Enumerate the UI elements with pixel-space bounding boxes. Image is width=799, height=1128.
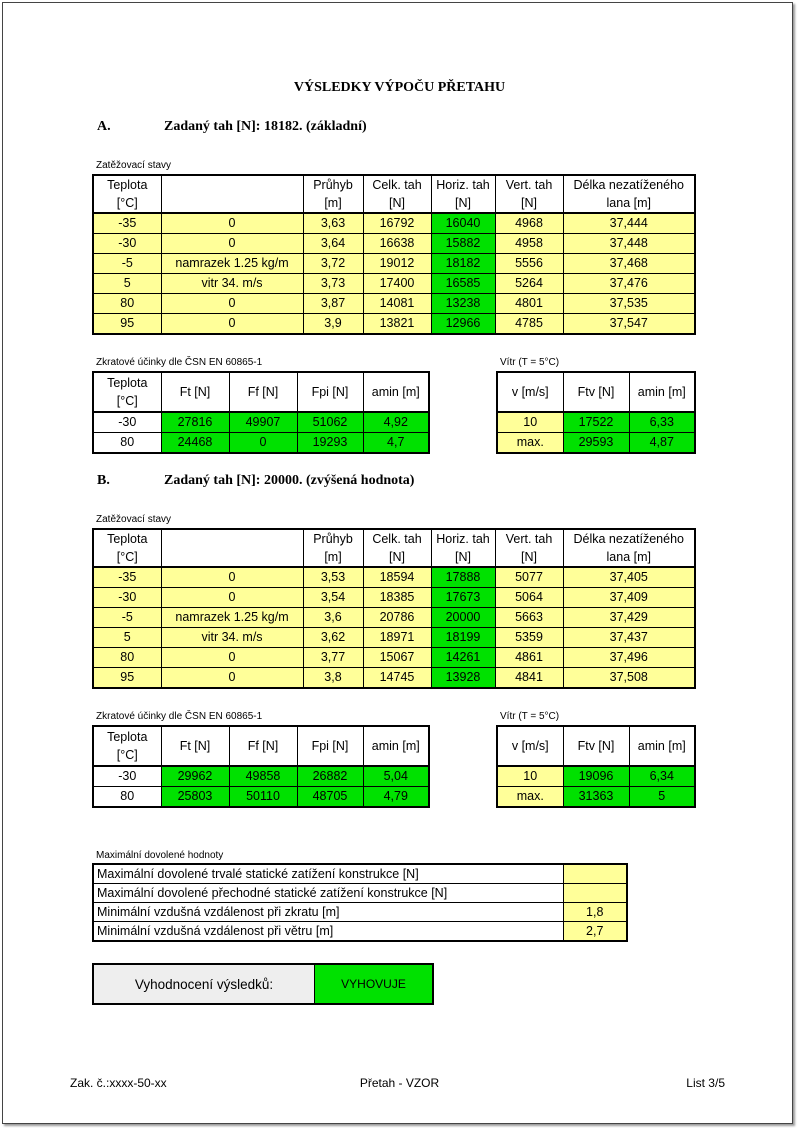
table-cell: 0	[161, 648, 303, 668]
table-cell: 37,476	[563, 274, 695, 294]
table-cell: 95	[93, 314, 161, 335]
footer-center: Přetah - VZOR	[359, 1076, 440, 1090]
table-cell: 4,79	[363, 787, 429, 808]
table-cell: 5	[93, 628, 161, 648]
sc-col-amin: amin [m]	[363, 372, 429, 412]
section-b-loads-table	[92, 528, 696, 689]
table-cell: 25803	[161, 787, 229, 808]
table-cell: 5359	[495, 628, 563, 648]
table-row	[93, 588, 695, 608]
limits-row	[93, 922, 627, 942]
table-cell: 5264	[495, 274, 563, 294]
section-b-heading: Zadaný tah [N]: 20000. (zvýšená hodnota)	[164, 473, 415, 488]
table-cell: 17400	[363, 274, 431, 294]
table-cell: 3,64	[303, 234, 363, 254]
limits-row	[93, 903, 627, 922]
table-cell: -30	[93, 588, 161, 608]
limit-label: Maximální dovolené trvalé statické zatížení konstrukce [N]	[93, 864, 563, 884]
table-cell: 37,448	[563, 234, 695, 254]
section-b-wind-table	[496, 725, 696, 808]
table-cell: 3,72	[303, 254, 363, 274]
table-cell: 4,87	[629, 433, 695, 454]
table-cell: 3,54	[303, 588, 363, 608]
col-teplota-unit: [°C]	[93, 548, 161, 567]
section-a-short-circuit-table	[92, 371, 430, 454]
table-cell: 37,405	[563, 567, 695, 588]
table-cell: 19012	[363, 254, 431, 274]
table-cell: max.	[497, 787, 563, 808]
table-cell: 24468	[161, 433, 229, 454]
table-cell: 6,33	[629, 412, 695, 433]
table-cell: 20786	[363, 608, 431, 628]
limit-label: Maximální dovolené přechodné statické zatížení konstrukce [N]	[93, 884, 563, 903]
col-teplota: Teplota	[93, 175, 161, 194]
table-cell: 13821	[363, 314, 431, 335]
table-row	[93, 766, 429, 787]
col-pruhyb: Průhyb	[303, 529, 363, 548]
table-cell: 5064	[495, 588, 563, 608]
table-cell: 4801	[495, 294, 563, 314]
table-cell: 0	[161, 588, 303, 608]
footer-left: Zak. č.:xxxx-50-xx	[70, 1076, 167, 1090]
limits-table	[92, 863, 628, 942]
sc-col-ft: Ft [N]	[161, 372, 229, 412]
table-cell: 17522	[563, 412, 629, 433]
table-cell: 29962	[161, 766, 229, 787]
table-cell: 95	[93, 668, 161, 689]
table-cell: 5	[93, 274, 161, 294]
table-cell: 80	[93, 294, 161, 314]
table-cell: 31363	[563, 787, 629, 808]
col-vert-unit: [N]	[495, 548, 563, 567]
table-cell: 0	[161, 294, 303, 314]
table-cell: 4785	[495, 314, 563, 335]
table-cell: 4,7	[363, 433, 429, 454]
sc-col-teplota: Teplota [°C]	[93, 726, 161, 766]
table-cell: 0	[161, 234, 303, 254]
section-a-loads-table	[92, 174, 696, 335]
col-teplota: Teplota	[93, 529, 161, 548]
sc-col-ft: Ft [N]	[161, 726, 229, 766]
table-cell: 3,62	[303, 628, 363, 648]
limits-row	[93, 884, 627, 903]
section-a-loads-caption: Zatěžovací stavy	[96, 160, 172, 171]
wind-col-amin: amin [m]	[629, 372, 695, 412]
table-cell: 37,429	[563, 608, 695, 628]
col-vert-tah: Vert. tah	[495, 175, 563, 194]
sc-col-amin: amin [m]	[363, 726, 429, 766]
col-horiz-tah: Horiz. tah	[431, 529, 495, 548]
section-b-loads-caption: Zatěžovací stavy	[96, 514, 172, 525]
section-b-short-circuit-table	[92, 725, 430, 808]
col-horiz-unit: [N]	[431, 548, 495, 567]
table-cell: 15882	[431, 234, 495, 254]
table-row	[497, 766, 695, 787]
table-cell: 17673	[431, 588, 495, 608]
table-row	[93, 412, 429, 433]
table-cell: 20000	[431, 608, 495, 628]
col-vert-unit: [N]	[495, 194, 563, 213]
table-cell: 13238	[431, 294, 495, 314]
table-row	[497, 433, 695, 454]
table-cell: 37,468	[563, 254, 695, 274]
table-row	[93, 274, 695, 294]
table-cell: 5556	[495, 254, 563, 274]
table-cell: 4958	[495, 234, 563, 254]
col-vert-tah: Vert. tah	[495, 529, 563, 548]
table-cell: 3,87	[303, 294, 363, 314]
wind-col-v: v [m/s]	[497, 372, 563, 412]
table-cell: 26882	[297, 766, 363, 787]
table-cell: 29593	[563, 433, 629, 454]
table-cell: 4861	[495, 648, 563, 668]
section-b-wind-caption: Vítr (T = 5°C)	[500, 711, 560, 722]
table-cell: 37,535	[563, 294, 695, 314]
table-cell: 5,04	[363, 766, 429, 787]
table-cell: 3,63	[303, 213, 363, 234]
limit-label: Minimální vzdušná vzdálenost při větru [m]	[93, 922, 563, 942]
table-cell: 80	[93, 787, 161, 808]
section-a-letter: A.	[97, 119, 111, 134]
table-row	[93, 314, 695, 335]
col-horiz-unit: [N]	[431, 194, 495, 213]
table-row	[497, 412, 695, 433]
table-cell: 0	[229, 433, 297, 454]
limit-label: Minimální vzdušná vzdálenost při zkratu [m]	[93, 903, 563, 922]
col-teplota-unit: [°C]	[93, 194, 161, 213]
table-cell: 18971	[363, 628, 431, 648]
section-a-wind-table	[496, 371, 696, 454]
table-cell: 3,77	[303, 648, 363, 668]
table-cell: 5663	[495, 608, 563, 628]
table-cell: 10	[497, 412, 563, 433]
table-cell: 5	[629, 787, 695, 808]
limit-value	[563, 864, 627, 884]
col-delka: Délka nezatíženého	[563, 529, 695, 548]
table-row	[93, 608, 695, 628]
col-pruhyb: Průhyb	[303, 175, 363, 194]
table-cell: 6,34	[629, 766, 695, 787]
table-cell: 14081	[363, 294, 431, 314]
result-value: VYHOVUJE	[315, 965, 432, 1003]
table-cell: -30	[93, 234, 161, 254]
table-row	[93, 234, 695, 254]
table-cell: 48705	[297, 787, 363, 808]
table-cell: 50110	[229, 787, 297, 808]
limit-value	[563, 884, 627, 903]
section-b-sc-caption: Zkratové účinky dle ČSN EN 60865-1	[96, 711, 263, 722]
table-row	[93, 433, 429, 454]
table-cell: 37,409	[563, 588, 695, 608]
table-cell: 18182	[431, 254, 495, 274]
table-cell: -5	[93, 254, 161, 274]
table-cell: -35	[93, 567, 161, 588]
section-a-wind-caption: Vítr (T = 5°C)	[500, 357, 560, 368]
table-cell: 16792	[363, 213, 431, 234]
table-cell: 3,6	[303, 608, 363, 628]
table-cell: namrazek 1.25 kg/m	[161, 254, 303, 274]
limit-value: 2,7	[563, 922, 627, 942]
wind-col-ftv: Ftv [N]	[563, 726, 629, 766]
table-cell: 80	[93, 433, 161, 454]
table-cell: 4841	[495, 668, 563, 689]
table-cell: 18199	[431, 628, 495, 648]
result-box	[92, 963, 434, 1005]
col-pruhyb-unit: [m]	[303, 194, 363, 213]
table-cell: 0	[161, 668, 303, 689]
table-row	[497, 787, 695, 808]
table-cell: 80	[93, 648, 161, 668]
table-cell: 0	[161, 314, 303, 335]
limit-value: 1,8	[563, 903, 627, 922]
table-cell: 19096	[563, 766, 629, 787]
limits-row	[93, 864, 627, 884]
table-cell: 14261	[431, 648, 495, 668]
table-cell: 10	[497, 766, 563, 787]
table-cell: 18594	[363, 567, 431, 588]
sc-col-fpi: Fpi [N]	[297, 726, 363, 766]
sc-col-ff: Ff [N]	[229, 726, 297, 766]
sc-col-ff: Ff [N]	[229, 372, 297, 412]
table-cell: 37,437	[563, 628, 695, 648]
table-cell: 14745	[363, 668, 431, 689]
table-cell: -30	[93, 412, 161, 433]
table-cell: 12966	[431, 314, 495, 335]
section-b-letter: B.	[97, 473, 110, 488]
table-cell: -5	[93, 608, 161, 628]
table-cell: 27816	[161, 412, 229, 433]
col-pruhyb-unit: [m]	[303, 548, 363, 567]
table-cell: 37,496	[563, 648, 695, 668]
sc-col-teplota: Teplota [°C]	[93, 372, 161, 412]
table-row	[93, 668, 695, 689]
table-cell: 51062	[297, 412, 363, 433]
table-cell: 19293	[297, 433, 363, 454]
table-cell: 4,92	[363, 412, 429, 433]
table-cell: 49858	[229, 766, 297, 787]
section-a-heading: Zadaný tah [N]: 18182. (základní)	[164, 119, 367, 134]
col-celk-unit: [N]	[363, 194, 431, 213]
col-celk-tah: Celk. tah	[363, 529, 431, 548]
table-cell: 49907	[229, 412, 297, 433]
table-cell: 3,73	[303, 274, 363, 294]
table-cell: 18385	[363, 588, 431, 608]
table-cell: 3,9	[303, 314, 363, 335]
table-cell: namrazek 1.25 kg/m	[161, 608, 303, 628]
table-cell: 37,508	[563, 668, 695, 689]
table-row	[93, 787, 429, 808]
page-title: VÝSLEDKY VÝPOČU PŘETAHU	[293, 80, 506, 95]
table-cell: 5077	[495, 567, 563, 588]
wind-col-ftv: Ftv [N]	[563, 372, 629, 412]
table-cell: 0	[161, 567, 303, 588]
table-cell: vitr 34. m/s	[161, 628, 303, 648]
table-cell: 3,8	[303, 668, 363, 689]
table-cell: 13928	[431, 668, 495, 689]
wind-col-v: v [m/s]	[497, 726, 563, 766]
col-horiz-tah: Horiz. tah	[431, 175, 495, 194]
table-cell: max.	[497, 433, 563, 454]
footer-right: List 3/5	[686, 1076, 725, 1090]
table-row	[93, 213, 695, 234]
table-cell: 17888	[431, 567, 495, 588]
table-cell: 3,53	[303, 567, 363, 588]
table-cell: 0	[161, 213, 303, 234]
col-delka-unit: lana [m]	[563, 548, 695, 567]
table-row	[93, 294, 695, 314]
table-row	[93, 628, 695, 648]
col-delka: Délka nezatíženého	[563, 175, 695, 194]
result-label: Vyhodnocení výsledků:	[94, 965, 315, 1003]
table-row	[93, 567, 695, 588]
section-a-sc-caption: Zkratové účinky dle ČSN EN 60865-1	[96, 357, 263, 368]
table-row	[93, 254, 695, 274]
table-cell: 16585	[431, 274, 495, 294]
col-celk-unit: [N]	[363, 548, 431, 567]
col-celk-tah: Celk. tah	[363, 175, 431, 194]
table-cell: 4968	[495, 213, 563, 234]
table-row	[93, 648, 695, 668]
table-cell: 37,547	[563, 314, 695, 335]
table-cell: 15067	[363, 648, 431, 668]
col-delka-unit: lana [m]	[563, 194, 695, 213]
limits-caption: Maximální dovolené hodnoty	[96, 850, 224, 861]
sc-col-fpi: Fpi [N]	[297, 372, 363, 412]
table-cell: -35	[93, 213, 161, 234]
table-cell: 37,444	[563, 213, 695, 234]
table-cell: -30	[93, 766, 161, 787]
wind-col-amin: amin [m]	[629, 726, 695, 766]
table-cell: vitr 34. m/s	[161, 274, 303, 294]
table-cell: 16638	[363, 234, 431, 254]
table-cell: 16040	[431, 213, 495, 234]
